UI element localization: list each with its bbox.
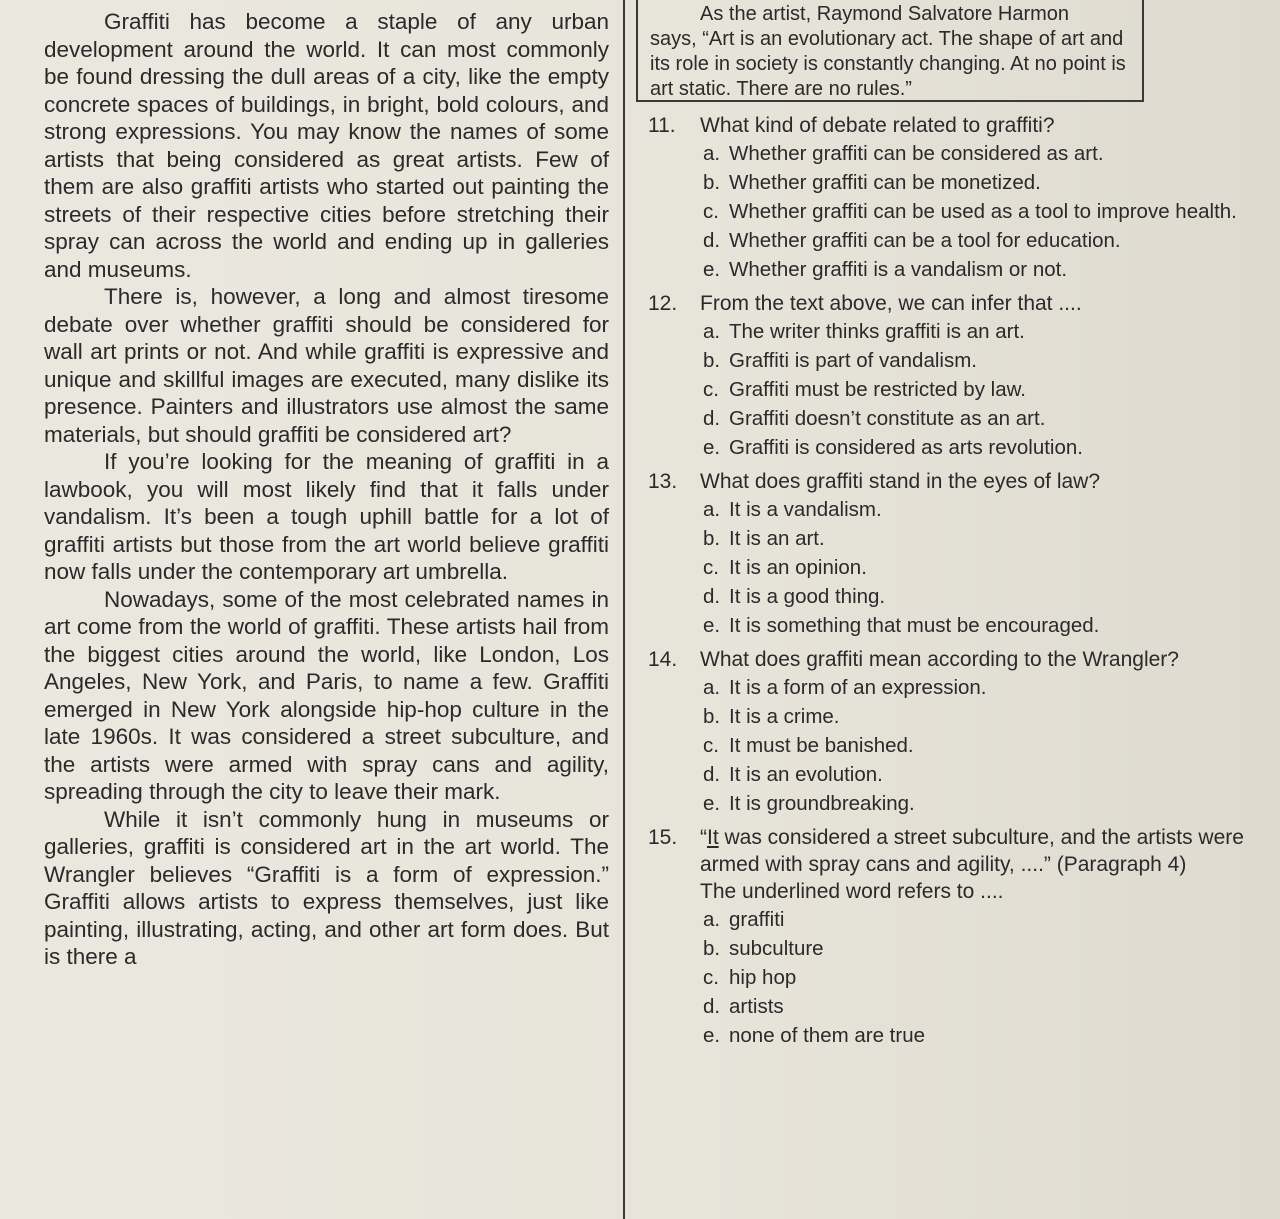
question-number: 13. [648,470,678,493]
option-c: c. Graffiti must be restricted by law. [703,378,1026,401]
question-number: 14. [648,648,678,671]
question-stem: From the text above, we can infer that .... [700,292,1082,315]
option-d: d. It is a good thing. [703,585,886,608]
option-d: d. artists [703,995,784,1018]
option-b: b. subculture [703,937,824,960]
question-13 [648,468,1258,640]
option-e: e. It is groundbreaking. [703,792,915,815]
option-a: a. graffiti [703,908,785,931]
option-e: e. none of them are true [703,1024,926,1047]
option-b: b. Whether graffiti can be monetized. [703,171,1041,194]
option-a: a. Whether graffiti can be considered as art. [703,142,1104,165]
quote-box [636,0,1144,102]
question-stem: “It was considered a street subculture, and the artists were armed with spray cans and agility, ....” (Paragraph 4) The underlined word refers to .... [700,826,1244,903]
passage-paragraph-3: If you’re looking for the meaning of graffiti in a lawbook, you will most likely find that it falls under vandalism. It’s been a tough uphill battle for a lot of graffiti artists but those from the art world believe graffiti now falls under the contemporary art umbrella. [44,449,609,584]
option-b: b. It is an art. [703,527,825,550]
question-number: 12. [648,292,678,315]
option-list [648,673,1258,818]
option-a: a. It is a vandalism. [703,498,882,521]
question-stem: What kind of debate related to graffiti? [700,114,1055,137]
option-list [648,317,1258,462]
option-e: e. It is something that must be encouraged. [703,614,1100,637]
question-number: 11. [648,114,676,137]
question-11 [648,112,1258,284]
quote-text: says, “Art is an evolutionary act. The shape of art and its role in society is constantly changing. At no point is art static. There are no rules.” [650,28,1126,100]
question-stem-line-2: The underlined word refers to .... [700,880,1004,903]
quote-line-1: As the artist, Raymond Salvatore Harmon [700,3,1070,25]
option-c: c. Whether graffiti can be used as a tool to improve health. [703,200,1237,223]
option-c: c. It must be banished. [703,734,914,757]
option-b: b. Graffiti is part of vandalism. [703,349,977,372]
question-15 [648,824,1258,1050]
passage-paragraph-4: Nowadays, some of the most celebrated names in art come from the world of graffiti. These artists hail from the biggest cities around the world, like London, Los Angeles, New York, and Paris, to name a few. Graffiti emerged in New York alongside hip-hop culture in the late 1960s. It was considered a street subculture, and the artists were armed with spray cans and agility, spreading through the city to leave their mark. [44,586,609,804]
questions-section [648,112,1258,1056]
question-number: 15. [648,826,678,849]
option-list [648,139,1258,284]
option-e: e. Whether graffiti is a vandalism or not. [703,258,1068,281]
question-12 [648,290,1258,462]
option-c: c. It is an opinion. [703,556,867,579]
reading-passage [44,8,609,971]
option-b: b. It is a crime. [703,705,840,728]
passage-paragraph-2: There is, however, a long and almost tiresome debate over whether graffiti should be considered for wall art prints or not. And while graffiti is expressive and unique and skillful images are executed, many dislike its presence. Painters and illustrators use almost the same materials, but should graffiti be considered art? [44,284,609,447]
option-list [648,495,1258,640]
option-d: d. It is an evolution. [703,763,883,786]
question-stem: What does graffiti stand in the eyes of law? [700,470,1101,493]
passage-paragraph-5: While it isn’t commonly hung in museums or galleries, graffiti is considered art in the art world. The Wrangler believes “Graffiti is a form of expression.” Graffiti allows artists to express themselves, just like painting, illustrating, acting, and other art form does. But is there a [44,806,609,969]
option-a: a. The writer thinks graffiti is an art. [703,320,1025,343]
question-14 [648,646,1258,818]
question-stem: What does graffiti mean according to the Wrangler? [700,648,1179,671]
option-e: e. Graffiti is considered as arts revolution. [703,436,1083,459]
passage-paragraph-1: Graffiti has become a staple of any urban development around the world. It can most commonly be found dressing the dull areas of a city, like the empty concrete spaces of buildings, in bright, bold colours, and strong expressions. You may know the names of some artists that being considered as great artists. Few of them are also graffiti artists who started out painting the streets of their respective cities before stretching their spray can across the world and ending up in galleries and museums. [44,9,609,282]
underlined-word: It [707,826,719,849]
option-list [648,905,1258,1050]
option-c: c. hip hop [703,966,797,989]
option-d: d. Whether graffiti can be a tool for education. [703,229,1121,252]
option-d: d. Graffiti doesn’t constitute as an art. [703,407,1046,430]
option-a: a. It is a form of an expression. [703,676,987,699]
